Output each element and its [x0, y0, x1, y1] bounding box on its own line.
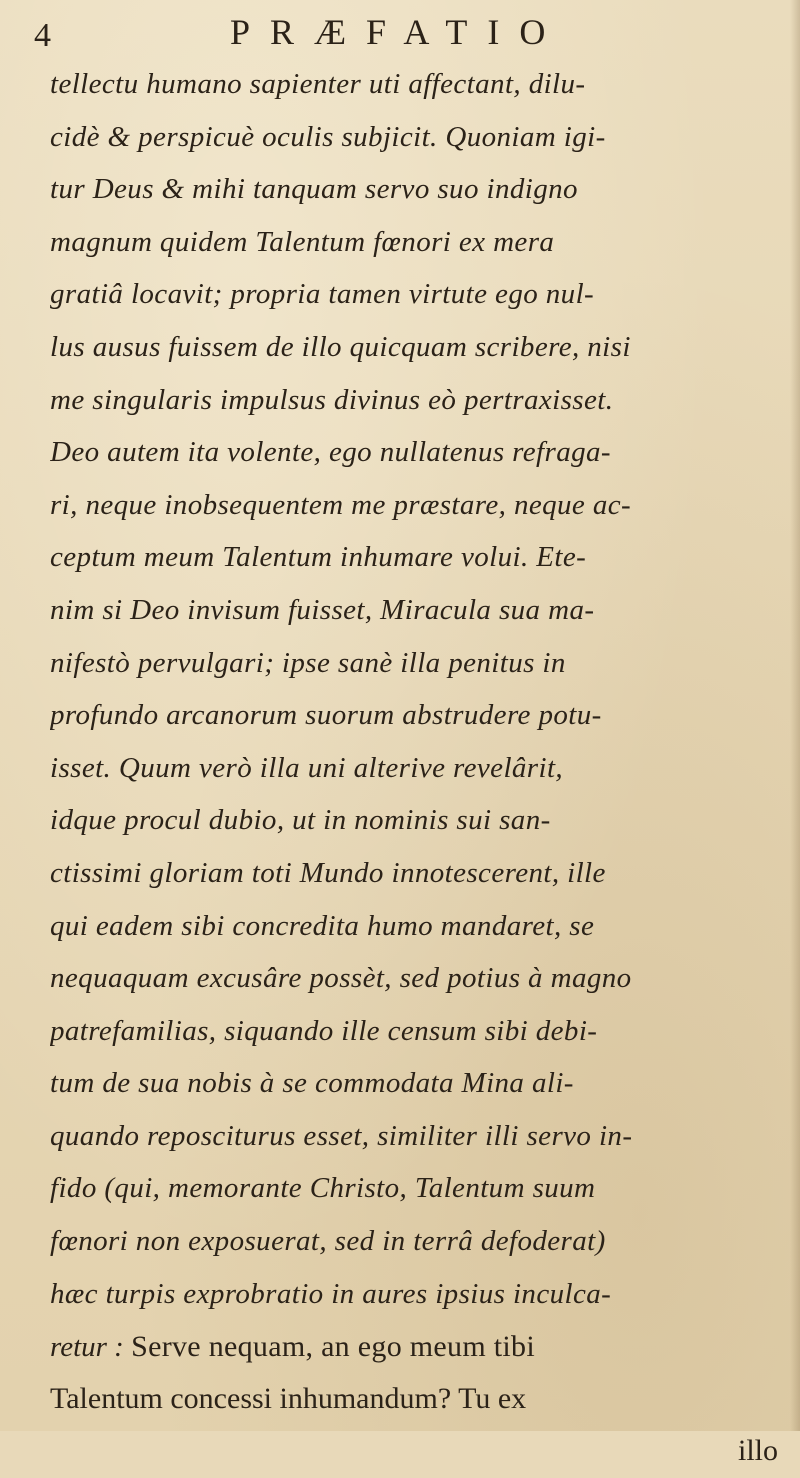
text-line: hæc turpis exprobratio in aures ipsius inculca- — [50, 1277, 612, 1310]
text-line: tum de sua nobis à se commodata Mina ali- — [50, 1067, 574, 1100]
text-line: idque procul dubio, ut in nominis sui san- — [50, 804, 551, 837]
text-line: cidè & perspicuè oculis subjicit. Quoniam igi- — [50, 120, 606, 153]
running-head: PRÆFATIO — [230, 12, 566, 52]
italic-segment: retur : — [50, 1331, 132, 1364]
text-line: ctissimi gloriam toti Mundo innotescerent, ille — [50, 856, 606, 889]
text-line: ri, neque inobsequentem me præstare, neque ac- — [50, 488, 632, 521]
page-header — [34, 12, 774, 58]
text-line-mixed — [50, 1320, 790, 1373]
catchword: illo — [737, 1434, 778, 1468]
text-line: qui eadem sibi concredita humo mandaret, se — [50, 909, 595, 942]
text-line: me singularis impulsus divinus eò pertraxisset. — [50, 383, 614, 416]
text-line: fœnori non exposuerat, sed in terrâ defoderat) — [50, 1225, 606, 1258]
text-line: tellectu humano sapienter uti affectant, dilu- — [50, 68, 586, 100]
body-text — [50, 58, 790, 1478]
text-line: magnum quidem Talentum fœnori ex mera — [50, 225, 555, 258]
text-line: lus ausus fuissem de illo quicquam scribere, nisi — [50, 330, 631, 363]
text-line: gratiâ locavit; propria tamen virtute ego nul- — [50, 278, 595, 311]
text-line: patrefamilias, siquando ille censum sibi debi- — [50, 1014, 598, 1047]
text-line: profundo arcanorum suorum abstrudere potu- — [50, 699, 602, 732]
text-line: fido (qui, memorante Christo, Talentum suum — [50, 1172, 596, 1205]
page-edge-shadow — [790, 0, 800, 1431]
text-line: ceptum meum Talentum inhumare volui. Ete- — [50, 541, 587, 574]
text-line: Deo autem ita volente, ego nullatenus refraga- — [50, 436, 611, 469]
text-line: tur Deus & mihi tanquam servo suo indigno — [50, 173, 578, 206]
text-line: nequaquam excusâre possèt, sed potius à magno — [50, 962, 632, 995]
roman-segment: Serve nequam, an ego meum tibi — [131, 1330, 535, 1364]
text-line: isset. Quum verò illa uni alterive revelârit, — [50, 751, 564, 784]
text-line: nim si Deo invisum fuisset, Miracula sua ma- — [50, 593, 595, 626]
text-line: quando reposciturus esset, similiter illi servo in- — [50, 1119, 633, 1152]
text-line-roman: Talentum concessi inhumandum? Tu ex — [50, 1381, 527, 1415]
page-number: 4 — [34, 17, 51, 54]
text-line: nifestò pervulgari; ipse sanè illa penitus in — [50, 646, 566, 679]
